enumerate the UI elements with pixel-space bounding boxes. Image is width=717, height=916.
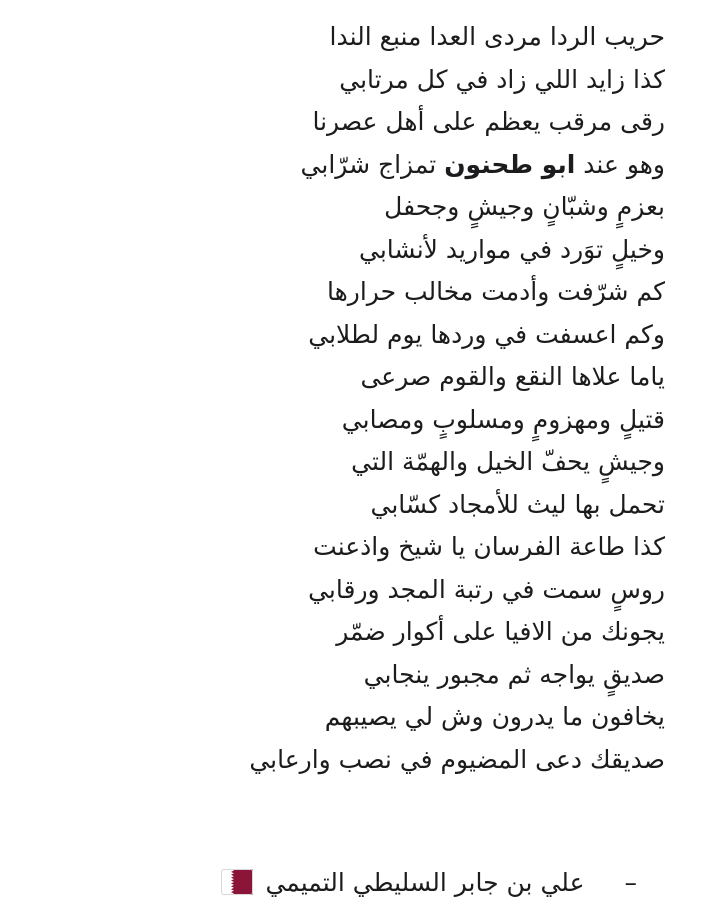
poem-line: رقى مرقب يعظم على أهل عصرنا (312, 107, 665, 136)
author-name: علي بن جابر السليطي التميمي (265, 867, 585, 897)
poem (65, 16, 665, 781)
poem-line: وجيشٍ يحفّ الخيل والهمّة التي (351, 447, 665, 476)
poem-line: يخافون ما يدرون وش لي يصيبهم (324, 702, 665, 731)
poem-line: كذا طاعة الفرسان يا شيخ واذعنت (313, 532, 665, 561)
poem-line: كم شرّفت وأدمت مخالب حرارها (326, 277, 665, 306)
poem-line: كذا زايد اللي زاد في كل مرتابي (339, 64, 665, 94)
poem-line: صديقك دعى المضيوم في نصب وارعابي (249, 744, 665, 774)
signature-dash: – (624, 867, 637, 897)
qatar-flag-icon (221, 869, 253, 895)
poem-line: ياما علاها النقع والقوم صرعى (360, 362, 665, 391)
poem-line-end: تمزاج شرّابي (300, 149, 445, 179)
poem-line: بعزمٍ وشبّانٍ وجيشٍ وجحفل (384, 192, 665, 221)
poem-line: يجونك من الافيا على أكوار ضمّر (336, 617, 665, 646)
poem-line (65, 144, 665, 187)
poem-line-start: وهو عند (575, 149, 665, 179)
poem-line: حريب الردا مردى العدا منبع الندا (329, 22, 665, 51)
poem-line: قتيلٍ ومهزومٍ ومسلوبٍ ومصابي (341, 404, 665, 434)
highlighted-name: ابو طحنون (444, 149, 576, 179)
poem-line: روسٍ سمت في رتبة المجد ورقابي (308, 574, 665, 604)
poem-line: تحمل بها ليث للأمجاد كسّابي (370, 489, 665, 519)
signature (221, 860, 637, 904)
poem-line: وكم اعسفت في وردها يوم لطلابي (308, 319, 665, 349)
poem-line: وخيلٍ توَرد في مواريد لأنشابي (359, 234, 665, 264)
poem-line: صديقٍ يواجه ثم مجبور ينجابي (363, 659, 665, 689)
